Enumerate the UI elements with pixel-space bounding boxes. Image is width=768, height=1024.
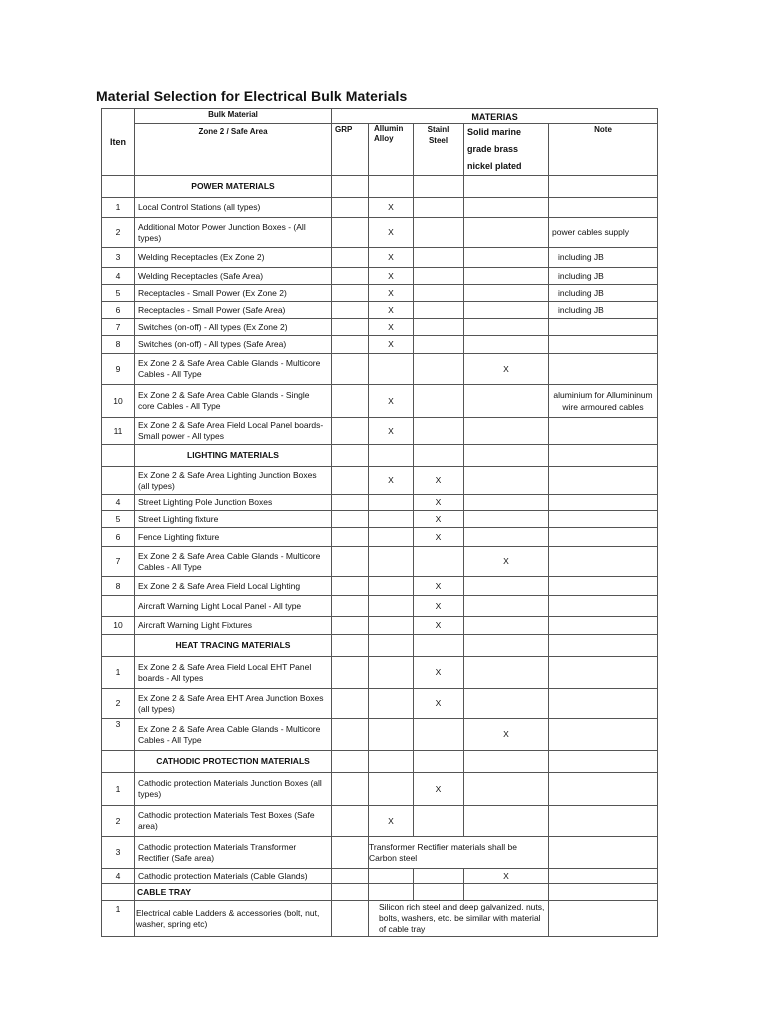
item-number: 6 <box>102 302 135 319</box>
item-number: 5 <box>102 285 135 302</box>
mark-aluminium: X <box>369 467 414 495</box>
item-number <box>102 467 135 495</box>
mark-stainless: X <box>414 577 464 596</box>
item-number: 3 <box>102 248 135 268</box>
item-description: Ex Zone 2 & Safe Area Lighting Junction Boxes (all types) <box>135 467 332 495</box>
item-note: including JB <box>549 302 658 319</box>
header-zone: Zone 2 / Safe Area <box>135 124 332 176</box>
section-title-cathodic: CATHODIC PROTECTION MATERIALS <box>135 751 332 773</box>
item-description: Aircraft Warning Light Local Panel - All type <box>135 596 332 617</box>
item-description: Cathodic protection Materials Test Boxes (Safe area) <box>135 806 332 837</box>
item-number: 8 <box>102 336 135 354</box>
mark-brass: X <box>464 547 549 577</box>
item-note: including JB <box>549 268 658 285</box>
item-description: Switches (on-off) - All types (Ex Zone 2) <box>135 319 332 336</box>
header-bulk-material: Bulk Material <box>135 109 332 124</box>
mark-aluminium: X <box>369 302 414 319</box>
mark-aluminium: X <box>369 319 414 336</box>
item-description: Receptacles - Small Power (Safe Area) <box>135 302 332 319</box>
table-row <box>102 248 658 268</box>
table-row <box>102 319 658 336</box>
table-row <box>102 837 658 869</box>
item-note: power cables supply <box>549 218 658 248</box>
mark-brass: X <box>464 354 549 385</box>
item-number: 9 <box>102 354 135 385</box>
item-description: Fence Lighting fixture <box>135 528 332 547</box>
item-description: Additional Motor Power Junction Boxes - (All types) <box>135 218 332 248</box>
mark-aluminium: X <box>369 806 414 837</box>
mark-aluminium: X <box>369 285 414 302</box>
table-row <box>102 901 658 937</box>
item-number: 5 <box>102 511 135 528</box>
item-number: 8 <box>102 577 135 596</box>
item-number: 3 <box>102 837 135 869</box>
header-grp: GRP <box>332 124 369 176</box>
page-title: Material Selection for Electrical Bulk Materials <box>96 88 408 104</box>
item-number: 7 <box>102 319 135 336</box>
mark-brass: X <box>464 869 549 884</box>
table-row <box>102 689 658 719</box>
header-materials: MATERIAS <box>332 109 658 124</box>
section-row <box>102 635 658 657</box>
mark-stainless: X <box>414 657 464 689</box>
section-row <box>102 445 658 467</box>
mark-aluminium: X <box>369 385 414 418</box>
item-description: Ex Zone 2 & Safe Area Cable Glands - Multicore Cables - All Type <box>135 354 332 385</box>
mark-stainless: X <box>414 511 464 528</box>
mark-stainless: X <box>414 495 464 511</box>
item-number: 10 <box>102 617 135 635</box>
table-subheader-row <box>102 124 658 176</box>
table-row <box>102 285 658 302</box>
item-description: Electrical cable Ladders & accessories (bolt, nut, washer, spring etc) <box>135 901 332 937</box>
mark-stainless: X <box>414 773 464 806</box>
item-number: 2 <box>102 218 135 248</box>
table-row <box>102 596 658 617</box>
section-title-cable-tray: CABLE TRAY <box>135 884 332 901</box>
header-stainless: Stainl Steel <box>414 124 464 176</box>
table-row <box>102 302 658 319</box>
item-note: Transformer Rectifier materials shall be Carbon steel <box>369 837 549 869</box>
table-row <box>102 268 658 285</box>
item-number: 1 <box>102 657 135 689</box>
mark-aluminium: X <box>369 198 414 218</box>
item-description: Cathodic protection Materials Transformer Rectifier (Safe area) <box>135 837 332 869</box>
table-row <box>102 547 658 577</box>
item-number: 4 <box>102 268 135 285</box>
table-row <box>102 617 658 635</box>
table-row <box>102 577 658 596</box>
item-number: 1 <box>102 773 135 806</box>
item-number: 10 <box>102 385 135 418</box>
item-description: Ex Zone 2 & Safe Area Field Local Lighting <box>135 577 332 596</box>
item-description: Ex Zone 2 & Safe Area Cable Glands - Multicore Cables - All Type <box>135 547 332 577</box>
mark-aluminium: X <box>369 248 414 268</box>
section-title-heat-tracing: HEAT TRACING MATERIALS <box>135 635 332 657</box>
item-number: 11 <box>102 418 135 445</box>
item-note: including JB <box>549 248 658 268</box>
mark-stainless: X <box>414 689 464 719</box>
table-row <box>102 198 658 218</box>
mark-brass: X <box>464 719 549 751</box>
table-row <box>102 719 658 751</box>
table-row <box>102 218 658 248</box>
item-description: Ex Zone 2 & Safe Area EHT Area Junction Boxes (all types) <box>135 689 332 719</box>
table-row <box>102 495 658 511</box>
mark-aluminium: X <box>369 336 414 354</box>
header-note: Note <box>549 124 658 176</box>
item-description: Street Lighting Pole Junction Boxes <box>135 495 332 511</box>
item-number: 7 <box>102 547 135 577</box>
header-item: Iten <box>102 109 135 176</box>
header-aluminium: Allumin Alloy <box>369 124 414 176</box>
item-note: Silicon rich steel and deep galvanized. nuts, bolts, washers, etc. be similar with material of cable tray <box>369 901 549 937</box>
item-number: 4 <box>102 495 135 511</box>
mark-stainless: X <box>414 467 464 495</box>
mark-aluminium: X <box>369 268 414 285</box>
mark-aluminium: X <box>369 218 414 248</box>
table-row <box>102 385 658 418</box>
table-row <box>102 467 658 495</box>
item-description: Ex Zone 2 & Safe Area Field Local Panel boards- Small power - All types <box>135 418 332 445</box>
mark-stainless: X <box>414 617 464 635</box>
item-number: 4 <box>102 869 135 884</box>
item-description: Welding Receptacles (Safe Area) <box>135 268 332 285</box>
section-title-power: POWER MATERIALS <box>135 176 332 198</box>
mark-stainless: X <box>414 596 464 617</box>
item-description: Welding Receptacles (Ex Zone 2) <box>135 248 332 268</box>
section-row <box>102 751 658 773</box>
item-note: aluminium for Allumininum wire armoured cables <box>549 385 658 418</box>
item-description: Switches (on-off) - All types (Safe Area) <box>135 336 332 354</box>
item-description: Ex Zone 2 & Safe Area Cable Glands - Multicore Cables - All Type <box>135 719 332 751</box>
item-number: 1 <box>102 198 135 218</box>
item-description: Receptacles - Small Power (Ex Zone 2) <box>135 285 332 302</box>
header-brass: Solid marine grade brass nickel plated <box>464 124 549 176</box>
item-description: Ex Zone 2 & Safe Area Field Local EHT Panel boards - All types <box>135 657 332 689</box>
material-selection-table <box>101 108 658 937</box>
item-description: Cathodic protection Materials Junction Boxes (all types) <box>135 773 332 806</box>
item-number: 1 <box>102 901 135 937</box>
table-row <box>102 528 658 547</box>
table-row <box>102 869 658 884</box>
section-title-lighting: LIGHTING MATERIALS <box>135 445 332 467</box>
item-number <box>102 596 135 617</box>
item-description: Local Control Stations (all types) <box>135 198 332 218</box>
table-row <box>102 336 658 354</box>
item-note: including JB <box>549 285 658 302</box>
section-row <box>102 176 658 198</box>
mark-stainless: X <box>414 528 464 547</box>
table-row <box>102 511 658 528</box>
table-row <box>102 773 658 806</box>
item-number: 2 <box>102 689 135 719</box>
item-description: Ex Zone 2 & Safe Area Cable Glands - Single core Cables - All Type <box>135 385 332 418</box>
item-description: Aircraft Warning Light Fixtures <box>135 617 332 635</box>
table-header-row <box>102 109 658 124</box>
section-row <box>102 884 658 901</box>
table-row <box>102 354 658 385</box>
item-number: 2 <box>102 806 135 837</box>
item-number: 3 <box>102 719 135 751</box>
table-row <box>102 657 658 689</box>
item-description: Cathodic protection Materials (Cable Glands) <box>135 869 332 884</box>
item-description: Street Lighting fixture <box>135 511 332 528</box>
table-row <box>102 418 658 445</box>
table-row <box>102 806 658 837</box>
item-number: 6 <box>102 528 135 547</box>
mark-aluminium: X <box>369 418 414 445</box>
